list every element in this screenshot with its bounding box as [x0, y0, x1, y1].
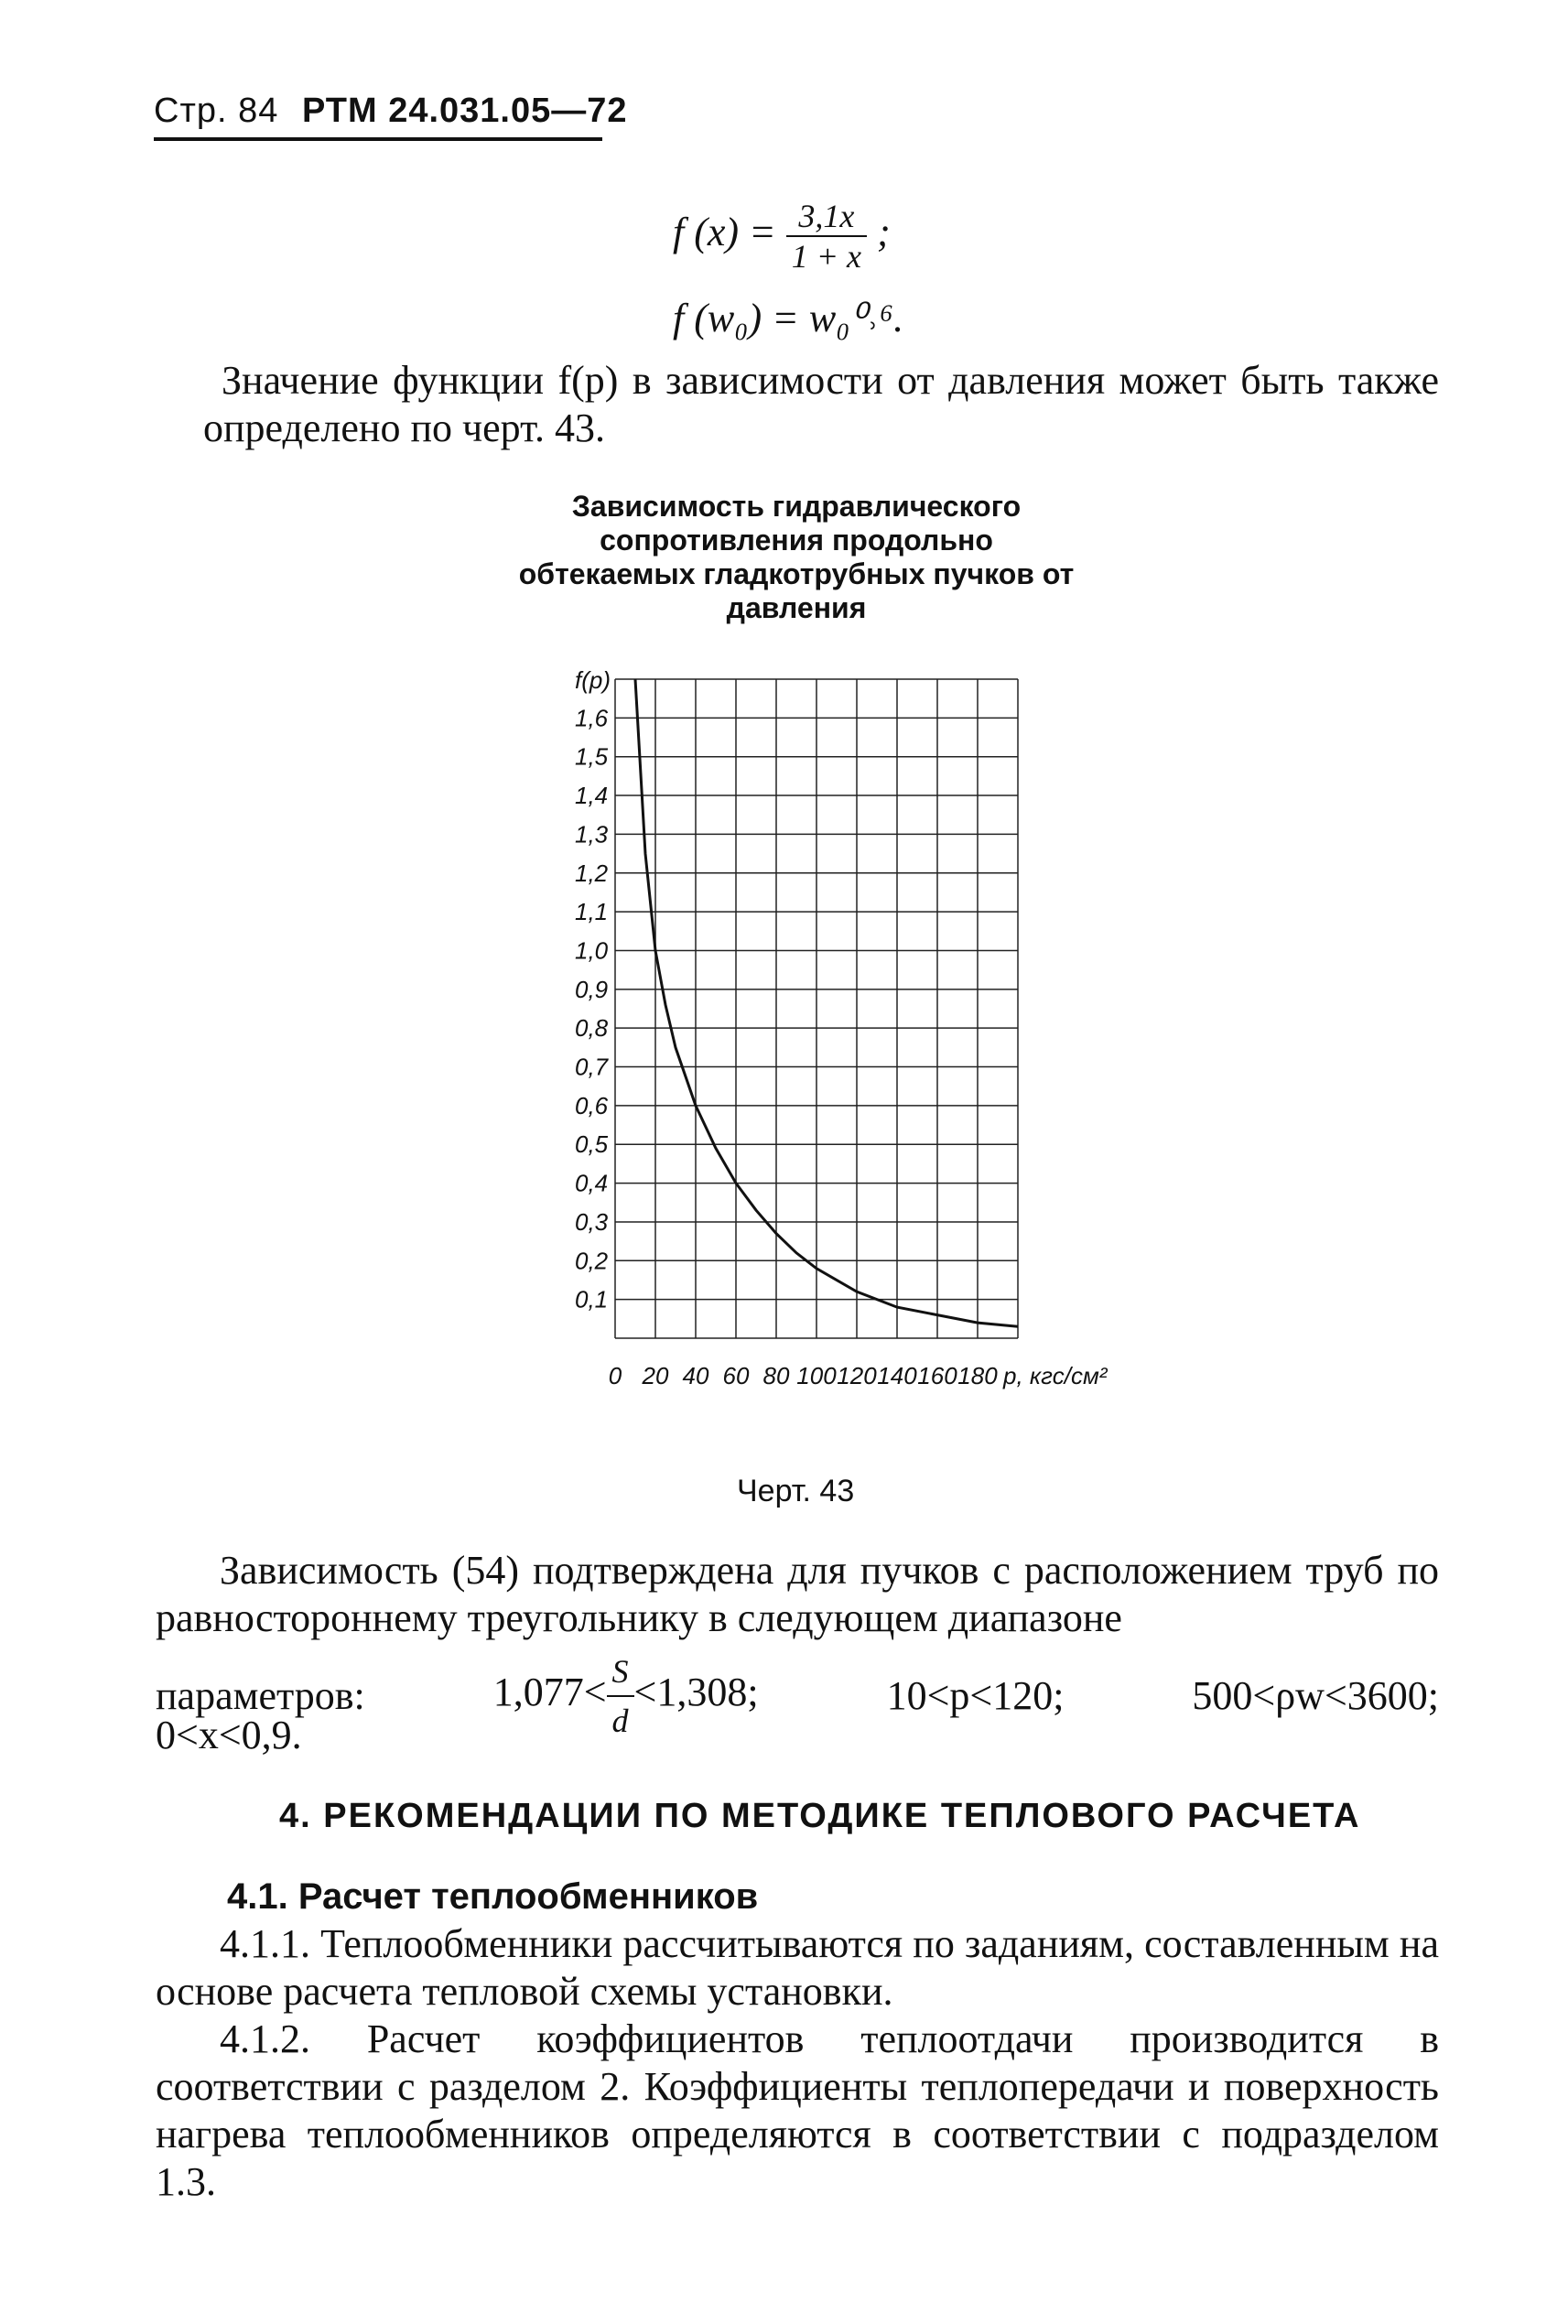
x-tick-label: 100: [796, 1362, 837, 1389]
y-tick-label: 1,6: [575, 704, 609, 732]
paragraph-validity: Зависимость (54) подтверждена для пучков с расположением труб по равностороннему треугольнику в следующем диапазоне: [156, 1548, 1439, 1640]
chart-title: Зависимость гидравлического сопротивления продольно обтекаемых гладкотрубных пучков от давления: [518, 490, 1075, 624]
y-tick-label: 0,4: [575, 1169, 609, 1197]
y-tick-label: 0,9: [575, 975, 609, 1003]
range-s-d: [493, 1648, 759, 1745]
formula-fx-numerator: 3,1x: [786, 197, 867, 237]
y-tick-label: 0,1: [575, 1285, 609, 1313]
x-tick-label: 160: [917, 1362, 957, 1389]
y-tick-label: 0,3: [575, 1207, 609, 1236]
x-tick-label: 80: [762, 1362, 790, 1389]
range-s-d-right: <1,308;: [633, 1670, 759, 1715]
y-tick-label: 1,1: [575, 898, 609, 926]
x-tick-label: 180: [957, 1362, 998, 1389]
x-axis-label: p, кгс/см²: [1003, 1362, 1108, 1389]
y-tick-label: 1,5: [575, 742, 609, 771]
y-tick-label: 0,7: [575, 1053, 609, 1081]
x-tick-label: 140: [877, 1362, 917, 1389]
paragraph-4-1-1: 4.1.1. Теплообменники рассчитываются по заданиям, составленным на основе расчета тепловой схемы установки.: [156, 1921, 1439, 2014]
range-mass-flux: 500<ρw<3600;: [1192, 1673, 1439, 1718]
formula-fx-denominator: 1 + x: [791, 238, 862, 275]
range-pressure: 10<p<120;: [886, 1673, 1065, 1718]
range-s-d-left: 1,077<: [492, 1670, 607, 1715]
subsection-heading: 4.1. Расчет теплообменников: [227, 1876, 759, 1917]
y-tick-label: 1,3: [575, 820, 609, 849]
formula-fx-fraction: [786, 197, 867, 276]
y-tick-label: 1,0: [575, 936, 609, 965]
y-tick-label: 0,8: [575, 1014, 609, 1043]
page-number: Стр. 84: [154, 92, 279, 130]
x-tick-label: 0: [608, 1362, 622, 1389]
header-rule: [154, 137, 602, 141]
x-tick-label: 120: [837, 1362, 877, 1389]
range-s-numerator: S: [607, 1648, 634, 1697]
y-tick-label: 0,5: [575, 1130, 609, 1159]
range-d-denominator: d: [611, 1702, 629, 1739]
y-tick-label: 0,6: [575, 1091, 609, 1119]
paragraph-validity-ranges: [156, 1648, 1439, 1745]
formula-fw: f (w₀) = w₀⁰˒⁶.: [673, 296, 904, 340]
chart-caption: Черт. 43: [737, 1474, 855, 1508]
formula-fx: [673, 197, 891, 276]
document-code: РТМ 24.031.05—72: [301, 92, 628, 130]
formula-fx-lhs: f (x) =: [673, 210, 776, 255]
chart-pressure-resistance: [549, 659, 1153, 1446]
page-header: [154, 92, 628, 131]
params-label: параметров:: [156, 1673, 365, 1718]
x-tick-label: 20: [642, 1362, 669, 1389]
x-tick-label: 60: [722, 1362, 750, 1389]
formula-fx-end: ;: [877, 210, 891, 255]
series-line: [635, 679, 1018, 1326]
y-tick-label: 1,2: [575, 859, 609, 887]
x-tick-label: 40: [682, 1362, 709, 1389]
range-s-d-fraction: [607, 1648, 634, 1745]
y-tick-label: 1,4: [575, 782, 609, 810]
y-tick-label: 0,2: [575, 1247, 609, 1275]
y-axis-label: f(p): [575, 666, 611, 694]
range-quality: 0<x<0,9.: [156, 1713, 302, 1757]
paragraph-4-1-2: 4.1.2. Расчет коэффициентов теплоотдачи производится в соответствии с разделом 2. Коэффициенты теплопередачи и поверхность нагрева теплообменников определяются в соответствии с подразделом 1.3.: [156, 2016, 1439, 2204]
section-heading: 4. РЕКОМЕНДАЦИИ ПО МЕТОДИКЕ ТЕПЛОВОГО РАСЧЕТА: [279, 1797, 1361, 1835]
paragraph-function-note: Значение функции f(p) в зависимости от давления может быть также определено по черт. 43.: [203, 358, 1439, 450]
